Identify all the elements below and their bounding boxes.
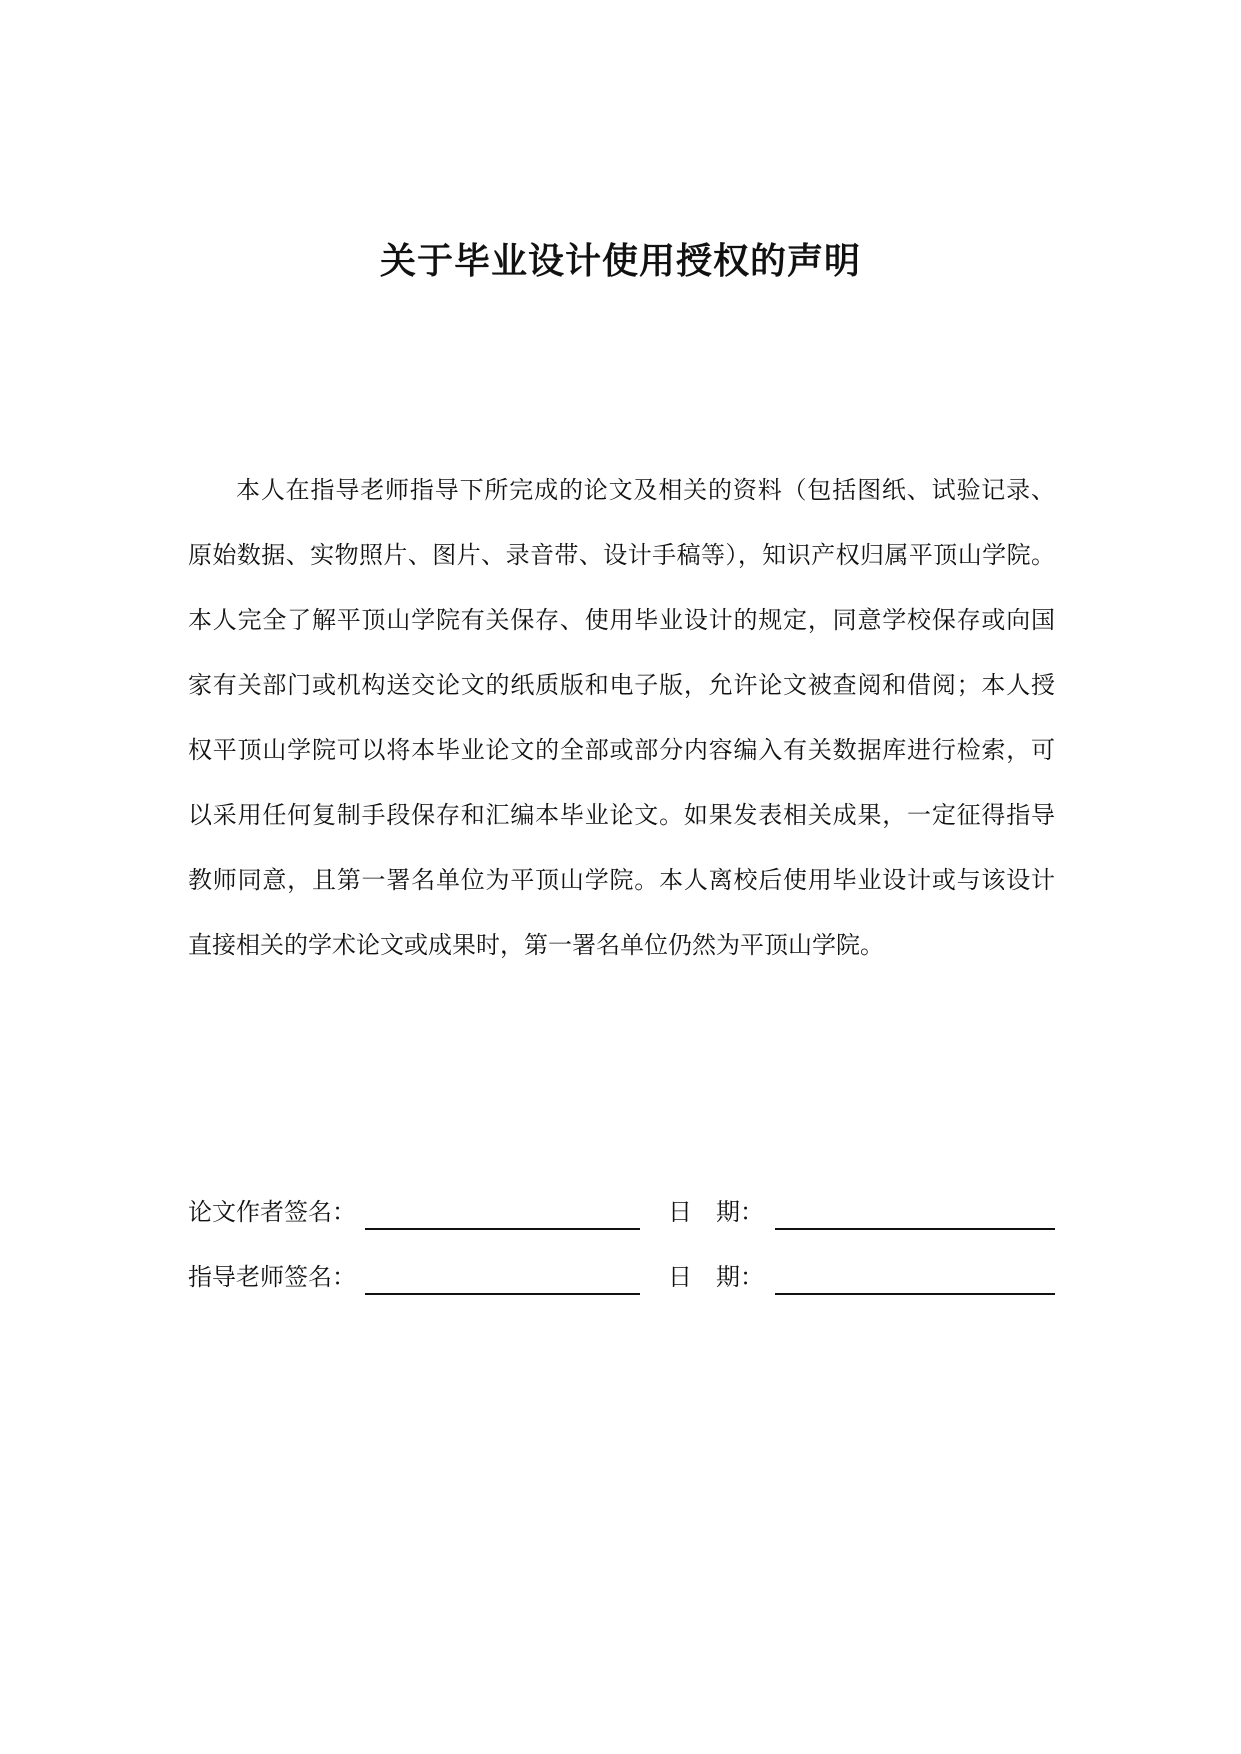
statement-line: 以采用任何复制手段保存和汇编本毕业论文。如果发表相关成果，一定征得指导 [188,801,1055,829]
statement-line: 原始数据、实物照片、图片、录音带、设计手稿等），知识产权归属平顶山学院。 [188,541,1055,569]
statement-line: 家有关部门或机构送交论文的纸质版和电子版，允许论文被查阅和借阅；本人授 [188,671,1055,699]
statement-line: 权平顶山学院可以将本毕业论文的全部或部分内容编入有关数据库进行检索，可 [188,736,1055,764]
author-signature-line [365,1192,640,1230]
author-signature-row [188,1192,1055,1232]
statement-line: 本人在指导老师指导下所完成的论文及相关的资料（包括图纸、试验记录、 [236,476,1055,504]
advisor-signature-row [188,1257,1055,1297]
advisor-signature-line [365,1257,640,1295]
statement-line: 本人完全了解平顶山学院有关保存、使用毕业设计的规定，同意学校保存或向国 [188,606,1055,634]
author-date-line [775,1192,1055,1230]
author-date-label: 日 期： [668,1198,764,1226]
advisor-date-line [775,1257,1055,1295]
advisor-signature-label: 指导老师签名： [188,1263,356,1291]
statement-line: 直接相关的学术论文或成果时，第一署名单位仍然为平顶山学院。 [188,931,884,959]
statement-line: 教师同意，且第一署名单位为平顶山学院。本人离校后使用毕业设计或与该设计 [188,866,1055,894]
statement-paragraph [188,458,1055,978]
advisor-date-label: 日 期： [668,1263,764,1291]
document-title: 关于毕业设计使用授权的声明 [379,241,861,282]
author-signature-label: 论文作者签名： [188,1198,356,1226]
